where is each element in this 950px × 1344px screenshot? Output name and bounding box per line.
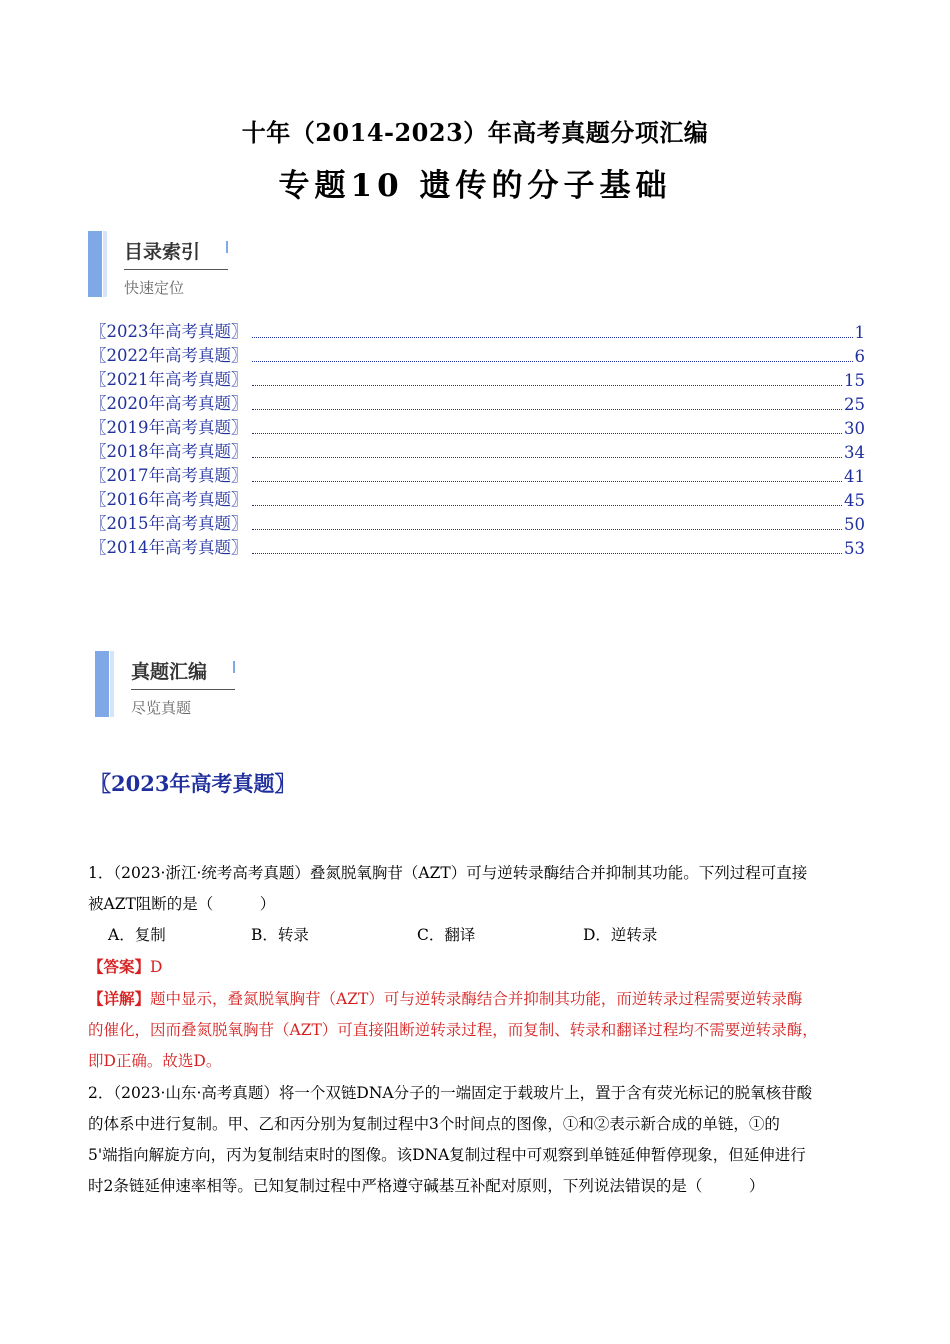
toc-leader — [252, 408, 843, 410]
badge-rule — [131, 689, 235, 690]
toc-entry-page: 30 — [844, 419, 865, 438]
toc-leader — [252, 360, 853, 362]
toc-entry[interactable] — [90, 390, 865, 414]
answer-tag: 【答案】 — [88, 957, 151, 976]
option-d: D．逆转录 — [583, 926, 658, 944]
badge-heading: 目录索引 — [124, 241, 201, 263]
toc-entry-page: 41 — [844, 467, 865, 486]
toc-leader — [252, 336, 853, 338]
toc-entry-label: 〖2017年高考真题〗 — [90, 466, 248, 485]
answer-line — [88, 951, 863, 983]
question-text: 时2条链延伸速率相等。已知复制过程中严格遵守碱基互补配对原则，下列说法错误的是（ ） — [88, 1177, 765, 1195]
toc-entry-label: 〖2014年高考真题〗 — [90, 538, 248, 557]
explanation-line: 的催化，因而叠氮脱氧胸苷（AZT）可直接阻断逆转录过程，而复制、转录和翻译过程均不需要逆转录酶， — [88, 1021, 818, 1039]
badge-heading: 真题汇编 — [131, 661, 208, 683]
toc-entry-page: 45 — [844, 491, 865, 510]
toc-entry[interactable] — [90, 438, 865, 462]
option-b: B．转录 — [251, 926, 309, 944]
toc-leader — [252, 528, 843, 530]
toc-entry-label: 〖2016年高考真题〗 — [90, 490, 248, 509]
toc-leader — [252, 456, 843, 458]
document-title: 十年（2014-2023）年高考真题分项汇编 — [241, 118, 709, 147]
table-of-contents — [90, 318, 865, 558]
question-1 — [88, 858, 863, 1077]
toc-entry-page: 1 — [854, 323, 865, 342]
toc-entry[interactable] — [90, 510, 865, 534]
toc-entry[interactable] — [90, 534, 865, 558]
toc-leader — [252, 480, 843, 482]
toc-entry-label: 〖2019年高考真题〗 — [90, 418, 248, 437]
toc-entry-label: 〖2021年高考真题〗 — [90, 370, 248, 389]
badge-bar-light — [110, 651, 114, 717]
toc-entry-page: 53 — [844, 539, 865, 558]
year-section-heading: 〖2023年高考真题〗 — [90, 771, 296, 796]
toc-leader — [252, 384, 843, 386]
document-subtitle: 专题10 遗传的分子基础 — [278, 168, 672, 204]
toc-leader — [252, 552, 843, 554]
toc-entry-page: 50 — [844, 515, 865, 534]
explanation-tag: 【详解】 — [88, 989, 151, 1008]
toc-entry[interactable] — [90, 342, 865, 366]
toc-leader — [252, 504, 843, 506]
toc-entry-label: 〖2020年高考真题〗 — [90, 394, 248, 413]
explanation-line — [88, 983, 863, 1015]
question-text: 被AZT阻断的是（ ） — [88, 895, 276, 913]
badge-tick — [233, 661, 235, 673]
toc-entry-page: 6 — [854, 347, 865, 366]
question-text: 2．（2023·山东·高考真题）将一个双链DNA分子的一端固定于载玻片上，置于含有荧光标记的脱氧核苷酸 — [88, 1084, 813, 1102]
badge-subheading: 尽览真题 — [131, 699, 192, 717]
badge-bar-light — [103, 231, 107, 297]
collection-section-badge — [95, 651, 295, 723]
toc-entry[interactable] — [90, 414, 865, 438]
toc-entry[interactable] — [90, 462, 865, 486]
toc-entry-page: 25 — [844, 395, 865, 414]
toc-entry[interactable] — [90, 366, 865, 390]
option-c: C．翻译 — [417, 926, 476, 944]
toc-entry-page: 15 — [844, 371, 865, 390]
answer-options — [88, 920, 863, 951]
answer-value: D — [150, 958, 163, 976]
toc-entry-label: 〖2015年高考真题〗 — [90, 514, 248, 533]
toc-entry-label: 〖2023年高考真题〗 — [90, 322, 248, 341]
explanation-line: 即D正确。故选D。 — [88, 1052, 222, 1070]
toc-section-badge — [88, 231, 288, 303]
toc-entry[interactable] — [90, 318, 865, 342]
question-text: 的体系中进行复制。甲、乙和丙分别为复制过程中3个时间点的图像，①和②表示新合成的单链，①的 — [88, 1115, 780, 1133]
question-text: 1．（2023·浙江·统考高考真题）叠氮脱氧胸苷（AZT）可与逆转录酶结合并抑制其功能。下列过程可直接 — [88, 864, 808, 882]
toc-entry-page: 34 — [844, 443, 865, 462]
toc-entry-label: 〖2018年高考真题〗 — [90, 442, 248, 461]
badge-bar — [95, 651, 109, 717]
question-2 — [88, 1078, 863, 1202]
question-text: 5'端指向解旋方向，丙为复制结束时的图像。该DNA复制过程中可观察到单链延伸暂停现象，但延伸进行 — [88, 1146, 806, 1164]
badge-tick — [226, 241, 228, 253]
toc-entry-label: 〖2022年高考真题〗 — [90, 346, 248, 365]
explanation-text: 题中显示，叠氮脱氧胸苷（AZT）可与逆转录酶结合并抑制其功能，而逆转录过程需要逆转录酶 — [150, 990, 803, 1008]
toc-leader — [252, 432, 843, 434]
badge-rule — [124, 269, 228, 270]
badge-subheading: 快速定位 — [124, 279, 185, 297]
badge-bar — [88, 231, 102, 297]
option-a: A．复制 — [108, 926, 166, 944]
toc-entry[interactable] — [90, 486, 865, 510]
